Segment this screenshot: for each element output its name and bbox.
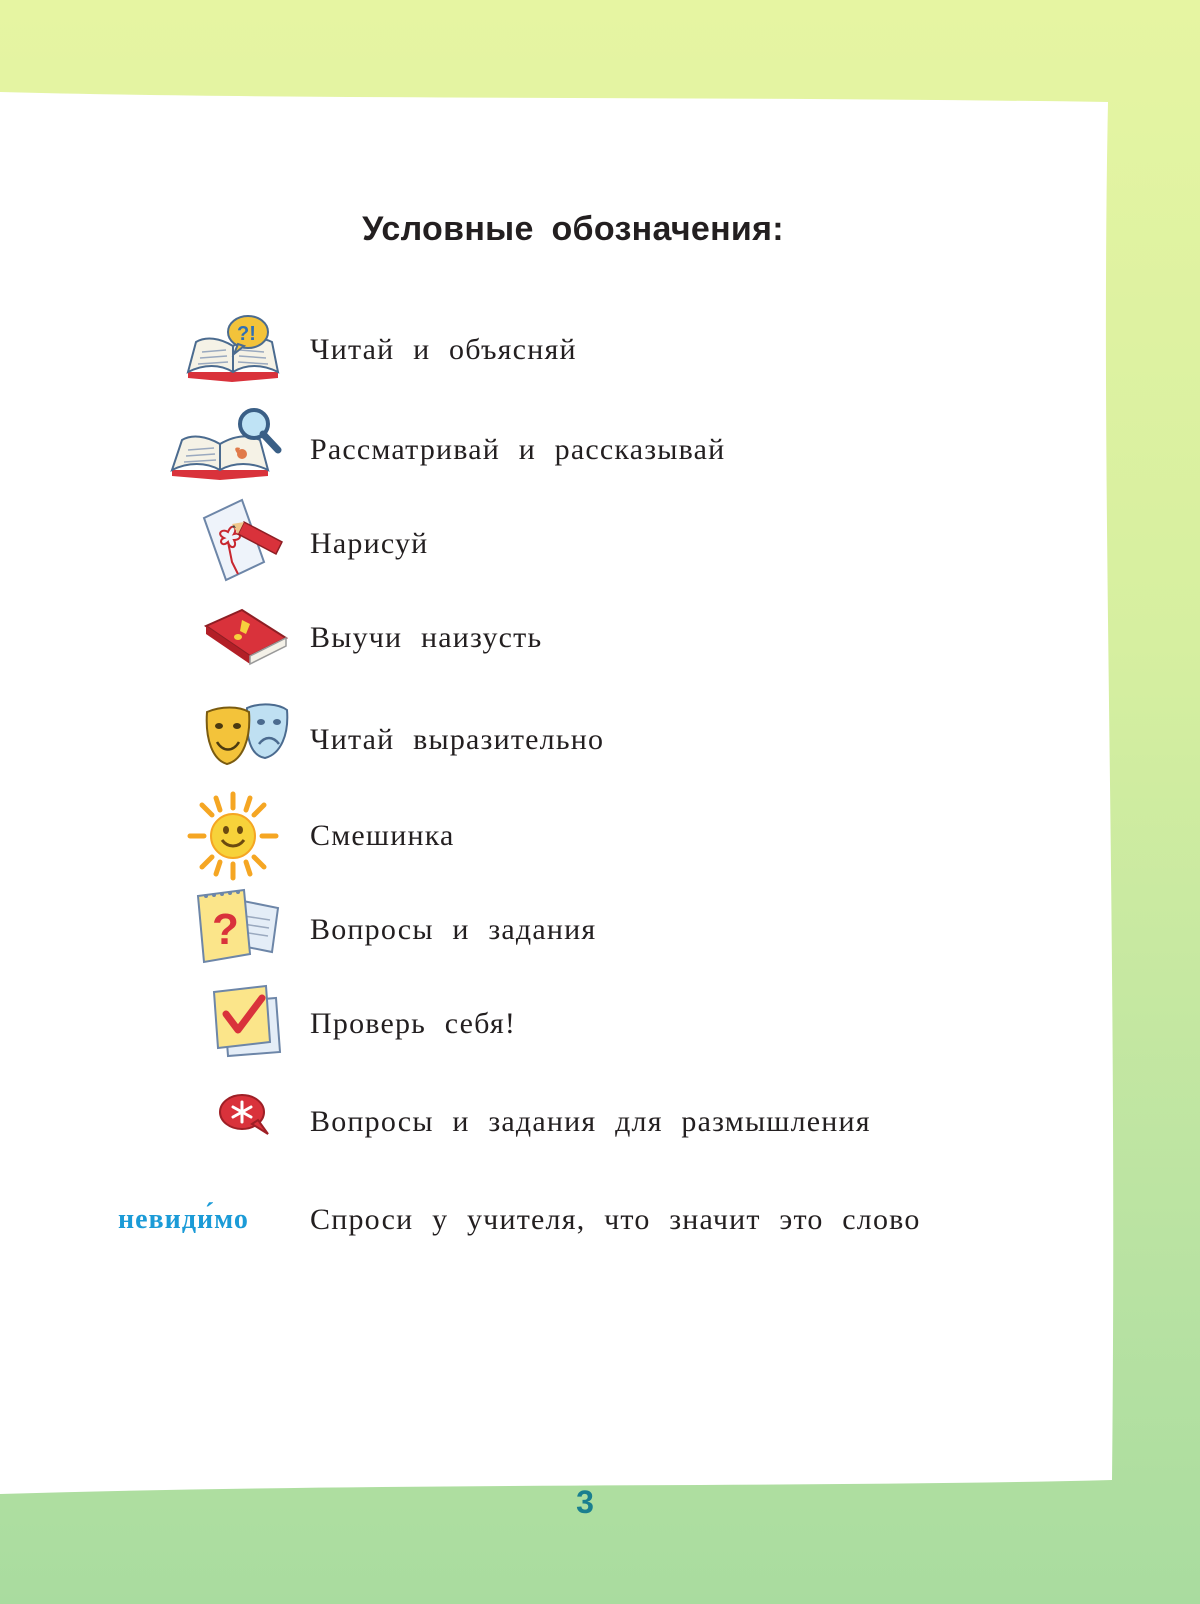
notes-question-icon <box>194 882 286 975</box>
legend-label: Выучи наизусть <box>310 621 543 654</box>
legend-row-read-expressively <box>0 700 1146 780</box>
legend-label: Читай и объясняй <box>310 333 577 366</box>
legend-label: Вопросы и задания <box>310 913 597 946</box>
red-speech-star-icon <box>216 1090 276 1145</box>
legend-label: Смешинка <box>310 819 455 852</box>
legend-label: Проверь себя! <box>310 1007 517 1040</box>
legend-row-humor <box>0 796 1146 876</box>
sun-smile-icon <box>186 790 280 887</box>
open-book-speech-icon <box>182 314 286 391</box>
legend-row-questions-tasks <box>0 890 1146 970</box>
legend-row-memorize <box>0 598 1146 678</box>
legend-row-look-tell <box>0 410 1146 490</box>
red-book-exclamation-icon <box>202 604 290 673</box>
legend-label: Нарисуй <box>310 527 429 560</box>
svg-text:?!: ?! <box>237 323 256 345</box>
book-magnifier-icon <box>168 406 288 491</box>
legend-row-read-explain <box>0 310 1146 390</box>
legend-label: Спроси у учителя, что значит это слово <box>310 1203 921 1236</box>
paper-pencil-icon <box>198 492 294 593</box>
notes-checkmark-icon <box>210 980 286 1065</box>
page-number: 3 <box>576 1484 594 1520</box>
legend-row-reflection <box>0 1082 1146 1162</box>
legend-row-draw <box>0 504 1146 584</box>
legend-label: Рассматривай и рассказывай <box>310 433 726 466</box>
theatre-masks-icon <box>205 698 291 775</box>
legend-row-ask-teacher <box>0 1180 1146 1260</box>
legend-row-self-check <box>0 984 1146 1064</box>
legend-label: Читай выразительно <box>310 723 605 756</box>
svg-text:?: ? <box>212 905 239 954</box>
page-title: Условные обозначения: <box>362 210 784 248</box>
example-stressed-word: невиди́мо <box>118 1204 249 1235</box>
legend-label: Вопросы и задания для размышления <box>310 1105 871 1138</box>
